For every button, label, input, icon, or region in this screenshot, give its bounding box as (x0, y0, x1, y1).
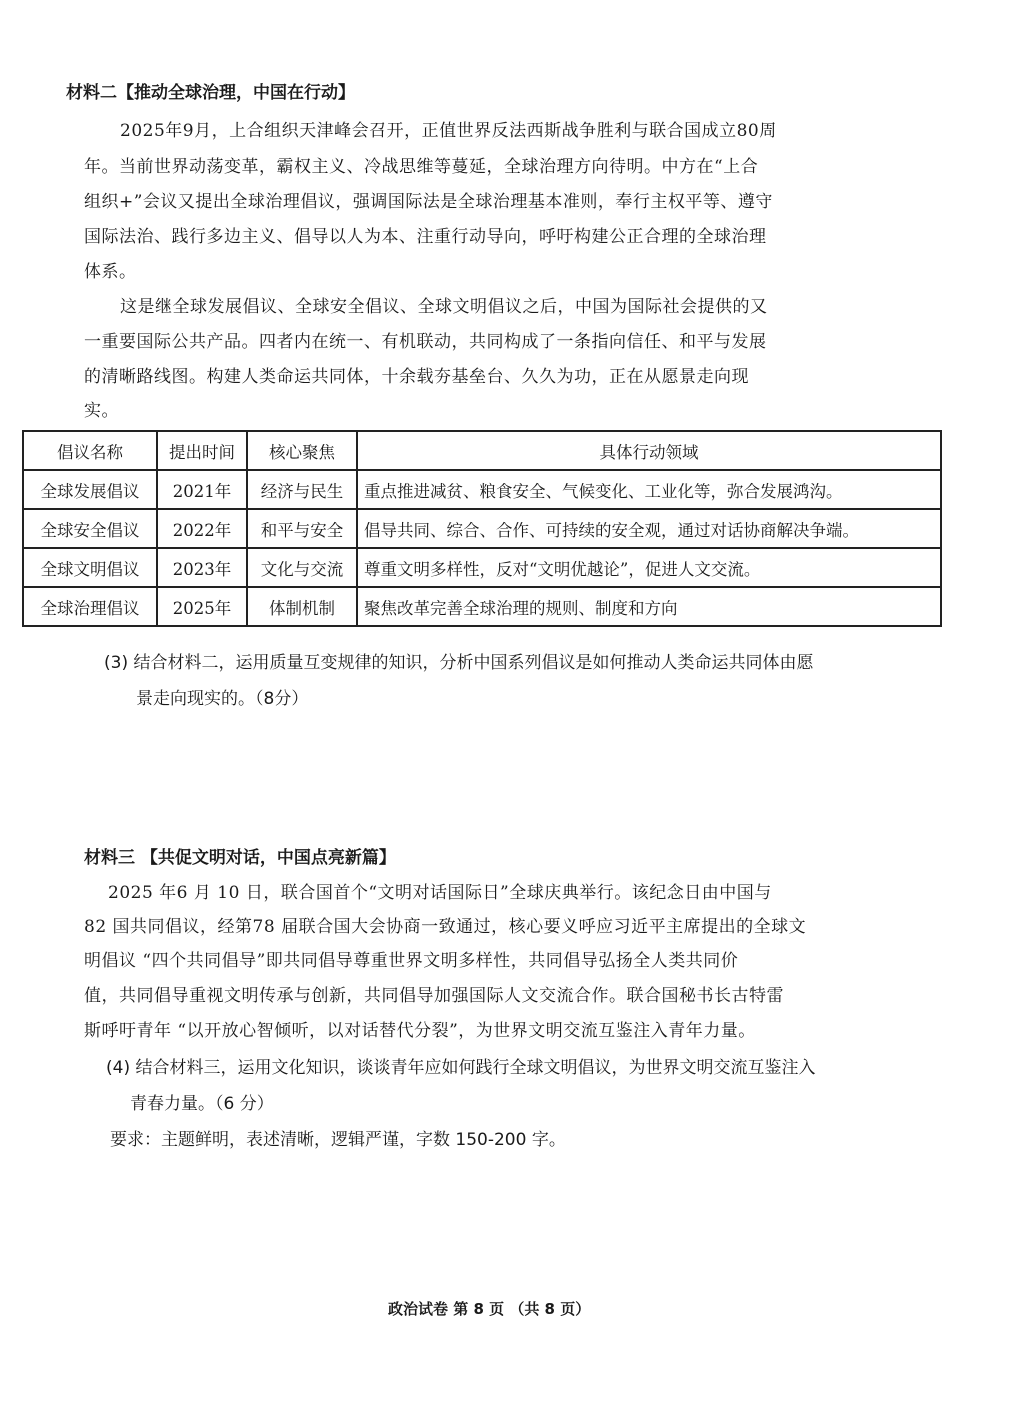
table-row (23, 587, 941, 626)
cell-initiative-name: 全球发展倡议 (23, 470, 157, 509)
header-initiative-name: 倡议名称 (23, 431, 157, 470)
material3-para-line4: 值，共同倡导重视文明传承与创新，共同倡导加强国际人文交流合作。联合国秘书长古特雷 (84, 986, 784, 1006)
table-row (23, 548, 941, 587)
material2-para1-line1: 2025年9月，上合组织天津峰会召开，正值世界反法西斯战争胜利与联合国成立80周 (120, 121, 777, 141)
table-row (23, 509, 941, 548)
material3-para-line3: 明倡议 “四个共同倡导”即共同倡导尊重世界文明多样性，共同倡导弘扬全人类共同价 (84, 951, 739, 971)
table-row (23, 470, 941, 509)
cell-initiative-name: 全球安全倡议 (23, 509, 157, 548)
material2-para2-line3: 的清晰路线图。构建人类命运共同体，十余载夯基垒台、久久为功，正在从愿景走向现 (84, 367, 749, 387)
cell-year: 2022年 (157, 509, 247, 548)
cell-focus: 文化与交流 (247, 548, 357, 587)
cell-year: 2023年 (157, 548, 247, 587)
question4-requirement: 要求：主题鲜明，表述清晰，逻辑严谨，字数 150-200 字。 (110, 1130, 566, 1150)
material2-heading: 材料二【推动全球治理，中国在行动】 (66, 83, 355, 103)
cell-actions: 倡导共同、综合、合作、可持续的安全观，通过对话协商解决争端。 (357, 509, 941, 548)
cell-focus: 经济与民生 (247, 470, 357, 509)
material2-para2-line1: 这是继全球发展倡议、全球安全倡议、全球文明倡议之后，中国为国际社会提供的又 (120, 297, 768, 317)
cell-actions: 聚焦改革完善全球治理的规则、制度和方向 (357, 587, 941, 626)
question4-line1: (4) 结合材料三，运用文化知识，谈谈青年应如何践行全球文明倡议，为世界文明交流互鉴注入 (106, 1058, 816, 1078)
cell-focus: 和平与安全 (247, 509, 357, 548)
material3-heading: 材料三 【共促文明对话，中国点亮新篇】 (84, 848, 396, 868)
header-proposed-time: 提出时间 (157, 431, 247, 470)
question3-line2: 景走向现实的。（8分） (136, 689, 309, 709)
material2-para1-line2: 年。当前世界动荡变革，霸权主义、冷战思维等蔓延，全球治理方向待明。中方在“上合 (84, 157, 759, 177)
initiatives-table (22, 430, 942, 627)
material3-para-line5: 斯呼吁青年 “以开放心智倾听，以对话替代分裂”，为世界文明交流互鉴注入青年力量。 (84, 1021, 756, 1041)
table-header-row (23, 431, 941, 470)
cell-initiative-name: 全球文明倡议 (23, 548, 157, 587)
material2-para1-line4: 国际法治、践行多边主义、倡导以人为本、注重行动导向，呼吁构建公正合理的全球治理 (84, 227, 767, 247)
cell-actions: 尊重文明多样性，反对“文明优越论”，促进人文交流。 (357, 548, 941, 587)
question4-line2: 青春力量。（6 分） (130, 1094, 274, 1114)
material2-para2-line2: 一重要国际公共产品。四者内在统一、有机联动，共同构成了一条指向信任、和平与发展 (84, 332, 767, 352)
cell-year: 2025年 (157, 587, 247, 626)
material2-para2-line4: 实。 (84, 401, 119, 421)
page-footer: 政治试卷 第 8 页 （共 8 页） (388, 1300, 591, 1318)
header-core-focus: 核心聚焦 (247, 431, 357, 470)
question3-line1: (3) 结合材料二，运用质量互变规律的知识，分析中国系列倡议是如何推动人类命运共同体由愿 (104, 653, 814, 673)
header-action-areas: 具体行动领域 (357, 431, 941, 470)
material2-para1-line3: 组织+”会议又提出全球治理倡议，强调国际法是全球治理基本准则，奉行主权平等、遵守 (84, 192, 773, 212)
material3-para-line2: 82 国共同倡议，经第78 届联合国大会协商一致通过，核心要义呼应习近平主席提出的全球文 (84, 917, 807, 937)
material2-para1-line5: 体系。 (84, 262, 137, 282)
cell-actions: 重点推进减贫、粮食安全、气候变化、工业化等，弥合发展鸿沟。 (357, 470, 941, 509)
material3-para-line1: 2025 年6 月 10 日，联合国首个“文明对话国际日”全球庆典举行。该纪念日由中国与 (108, 883, 772, 903)
cell-initiative-name: 全球治理倡议 (23, 587, 157, 626)
cell-focus: 体制机制 (247, 587, 357, 626)
cell-year: 2021年 (157, 470, 247, 509)
